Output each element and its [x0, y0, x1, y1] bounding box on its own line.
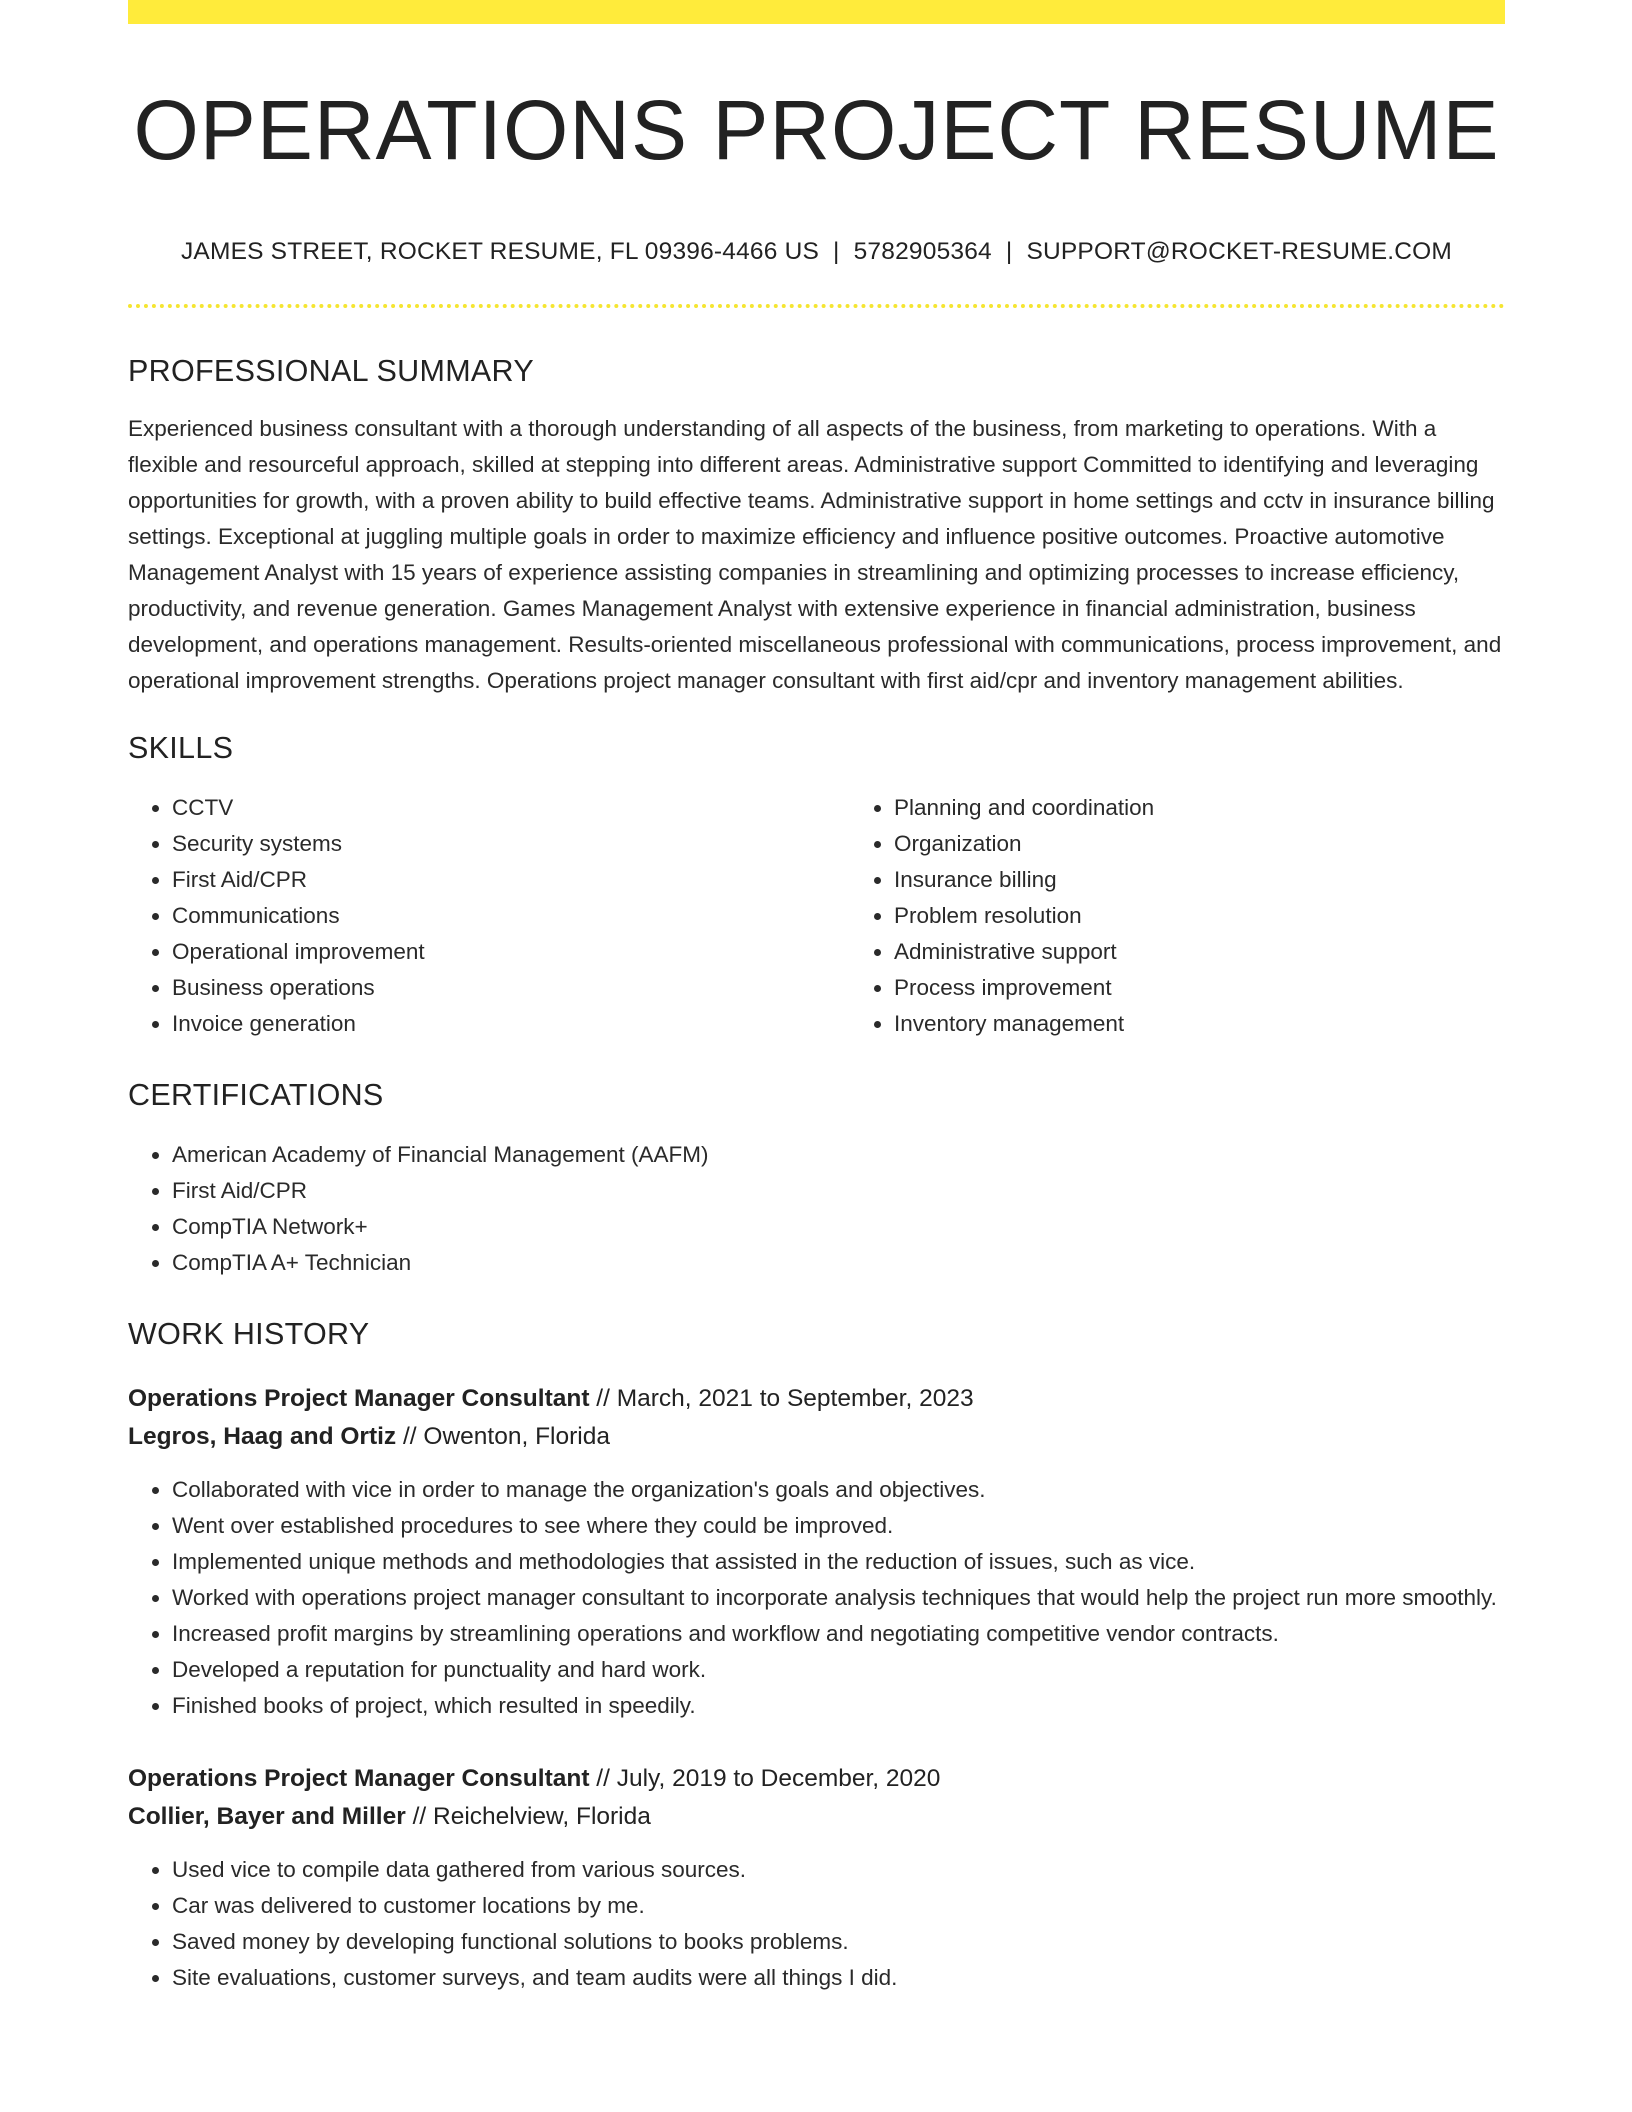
job-location: // Owenton, Florida	[396, 1423, 610, 1451]
skill-item: • Business operations	[172, 970, 850, 1006]
job-bullet: • Went over established procedures to see where they could be improved.	[172, 1508, 1505, 1544]
skills-list-right	[850, 790, 1572, 1042]
job-entry	[128, 1760, 1505, 1996]
skill-item: • Insurance billing	[894, 862, 1572, 898]
job-bullets	[128, 1852, 1505, 1996]
job-company-line	[128, 1798, 1505, 1836]
section-title-summary: PROFESSIONAL SUMMARY	[128, 354, 534, 389]
skill-item: • CCTV	[172, 790, 850, 826]
skill-item: • Communications	[172, 898, 850, 934]
job-bullet: • Finished books of project, which resulted in speedily.	[172, 1688, 1505, 1724]
job-bullet: • Implemented unique methods and methodologies that assisted in the reduction of issues, such as vice.	[172, 1544, 1505, 1580]
job-bullet: • Car was delivered to customer locations by me.	[172, 1888, 1505, 1924]
job-bullets	[128, 1472, 1505, 1724]
job-company-line	[128, 1418, 1505, 1456]
contact-separator: |	[1005, 238, 1013, 266]
skill-item: • Inventory management	[894, 1006, 1572, 1042]
contact-line	[128, 238, 1505, 266]
job-entry	[128, 1380, 1505, 1724]
skill-item: • Security systems	[172, 826, 850, 862]
certification-item: • American Academy of Financial Management (AAFM)	[172, 1137, 1505, 1173]
job-bullet: • Increased profit margins by streamlining operations and workflow and negotiating competitive vendor contracts.	[172, 1616, 1505, 1652]
skill-item: • Organization	[894, 826, 1572, 862]
skill-item: • Invoice generation	[172, 1006, 850, 1042]
job-company: Legros, Haag and Ortiz	[128, 1423, 397, 1451]
top-accent-bar	[128, 0, 1505, 24]
section-title-work-history: WORK HISTORY	[128, 1317, 370, 1352]
summary-text: Experienced business consultant with a thorough understanding of all aspects of the business, from marketing to operations. With a flexible and resourceful approach, skilled at stepping into different areas. Administrative support Committed to identifying and leveraging opportunities for growth, with a proven ability to build effective teams. Administrative support in home settings and cctv in insurance billing settings. Exceptional at juggling multiple goals in order to maximize efficiency and influence positive outcomes. Proactive automotive Management Analyst with 15 years of experience assisting companies in streamlining and optimizing processes to increase efficiency, productivity, and revenue generation. Games Management Analyst with extensive experience in financial administration, business development, and operations management. Results-oriented miscellaneous professional with communications, process improvement, and operational improvement strengths. Operations project manager consultant with first aid/cpr and inventory management abilities.	[128, 416, 1502, 694]
contact-phone: 5782905364	[853, 238, 992, 266]
certifications-list	[128, 1137, 1505, 1281]
skills-columns	[128, 790, 1505, 1042]
job-bullet: • Used vice to compile data gathered from various sources.	[172, 1852, 1505, 1888]
job-bullet: • Worked with operations project manager consultant to incorporate analysis techniques that would help the project run more smoothly.	[172, 1580, 1505, 1616]
skill-item: • Process improvement	[894, 970, 1572, 1006]
skill-item: • Planning and coordination	[894, 790, 1572, 826]
skills-list-left	[128, 790, 850, 1042]
certification-item: • CompTIA A+ Technician	[172, 1245, 1505, 1281]
resume-page	[128, 0, 1505, 1996]
skill-item: • Administrative support	[894, 934, 1572, 970]
section-title-certifications: CERTIFICATIONS	[128, 1078, 384, 1113]
job-role: Operations Project Manager Consultant	[128, 1385, 590, 1413]
job-company: Collier, Bayer and Miller	[128, 1803, 406, 1831]
job-dates: // July, 2019 to December, 2020	[589, 1765, 941, 1793]
skill-item: • Problem resolution	[894, 898, 1572, 934]
job-bullet: • Developed a reputation for punctuality and hard work.	[172, 1652, 1505, 1688]
job-bullet: • Collaborated with vice in order to manage the organization's goals and objectives.	[172, 1472, 1505, 1508]
contact-separator: |	[833, 238, 840, 266]
resume-title: OPERATIONS PROJECT RESUME	[133, 83, 1500, 177]
skill-item: • First Aid/CPR	[172, 862, 850, 898]
contact-address: JAMES STREET, ROCKET RESUME, FL 09396-4466 US	[180, 238, 820, 266]
certification-item: • First Aid/CPR	[172, 1173, 1505, 1209]
job-bullet: • Saved money by developing functional solutions to books problems.	[172, 1924, 1505, 1960]
job-bullet: • Site evaluations, customer surveys, and team audits were all things I did.	[172, 1960, 1505, 1996]
skill-item: • Operational improvement	[172, 934, 850, 970]
job-role-line	[128, 1760, 1505, 1798]
contact-email: SUPPORT@ROCKET-RESUME.COM	[1026, 238, 1452, 266]
certification-item: • CompTIA Network+	[172, 1209, 1505, 1245]
dotted-divider	[128, 304, 1505, 308]
job-role: Operations Project Manager Consultant	[128, 1765, 590, 1793]
job-dates: // March, 2021 to September, 2023	[589, 1385, 974, 1413]
section-title-skills: SKILLS	[128, 731, 234, 766]
job-location: // Reichelview, Florida	[405, 1803, 651, 1831]
job-role-line	[128, 1380, 1505, 1418]
